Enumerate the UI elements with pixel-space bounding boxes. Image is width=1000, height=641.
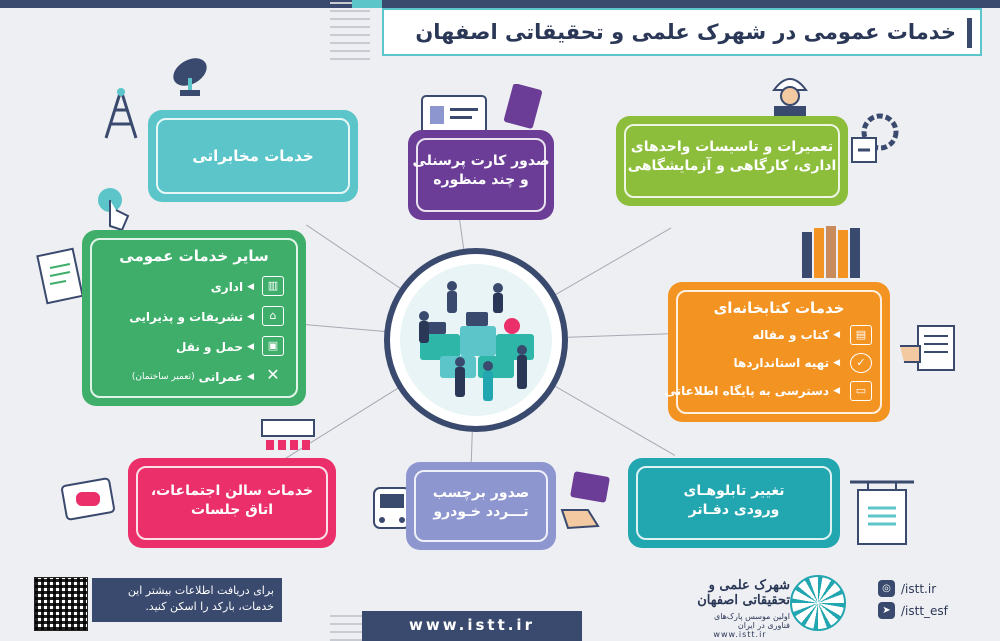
bus-icon: ▣ <box>262 336 284 356</box>
list-item: ◀ حمل و نقل <box>176 340 254 354</box>
list-item-label: حمل و نقل <box>176 340 244 354</box>
meeting-hall-card[interactable] <box>128 458 336 548</box>
folder-icon: ▭ <box>850 381 872 401</box>
qr-info-box <box>92 578 282 622</box>
personnel-card-line2: و چند منظوره <box>433 171 529 188</box>
top-bar-accent <box>352 0 382 8</box>
antenna-tower-icon <box>96 86 146 142</box>
gear-wrench-icon <box>846 108 902 164</box>
id-card-icon <box>416 84 546 134</box>
general-services-title: سایر خدمات عمومی <box>119 247 269 265</box>
technician-icon <box>760 64 820 122</box>
list-item: ◀ عمرانی (تعمیر ساختمان) <box>131 370 254 384</box>
repairs-line1: تعمیرات و تاسیسات واحدهای <box>630 139 834 155</box>
book-icon: ▤ <box>850 325 872 345</box>
office-signs-card[interactable] <box>628 458 840 548</box>
qr-code[interactable] <box>34 577 88 631</box>
list-item: ◀ تهیه استانداردها <box>733 356 840 370</box>
document-checklist-icon <box>36 246 86 306</box>
header-stripe-decoration <box>330 0 370 60</box>
footer-stripe-decoration <box>330 611 362 641</box>
vehicle-sticker-card[interactable] <box>406 462 556 550</box>
vehicle-sticker-line2: تـــردد خـودرو <box>433 503 529 520</box>
social-telegram[interactable] <box>878 602 948 619</box>
teamwork-puzzle-illustration <box>400 264 552 416</box>
auditorium-seats-icon <box>258 418 318 458</box>
open-book-icon <box>898 318 958 378</box>
meeting-hall-line2: اتاق جلسات <box>190 501 274 518</box>
center-illustration <box>400 264 552 416</box>
organization-logo-emblem <box>790 575 846 631</box>
meeting-table-icon <box>58 474 118 524</box>
vehicle-sticker-line1: صدور برچسب <box>432 485 530 501</box>
telecom-services-card[interactable] <box>148 110 358 202</box>
organization-logo-text <box>690 578 790 639</box>
list-item-label: تشریفات و پذیرایی <box>129 310 244 324</box>
telegram-handle: /istt_esf <box>901 603 948 618</box>
title-box <box>382 8 982 56</box>
office-signs-line2: ورودی دفـاتر <box>688 501 780 518</box>
list-item-note: (تعمیر ساختمان) <box>131 372 195 382</box>
title-accent-bar <box>967 18 972 48</box>
books-icon <box>796 224 868 280</box>
binders-icon: ▥ <box>262 276 284 296</box>
repairs-line2: اداری، کارگاهی و آزمایشگاهی <box>627 157 837 174</box>
repairs-facilities-card[interactable] <box>616 116 848 206</box>
personnel-card-line1: صدور کارت پرسنلی <box>412 153 550 169</box>
telegram-icon: ➤ <box>878 602 895 619</box>
library-services-title: خدمات کتابخانه‌ای <box>713 299 845 317</box>
website-link[interactable]: www.istt.ir <box>409 616 535 634</box>
list-item-label: عمرانی <box>198 370 244 384</box>
instagram-handle: /istt.ir <box>901 581 937 596</box>
top-bar <box>0 0 1000 8</box>
wrench-tools-icon: ✕ <box>266 365 280 384</box>
reception-table-icon: ⌂ <box>262 306 284 326</box>
satellite-dish-icon <box>160 42 220 102</box>
list-item-label: کتاب و مقاله <box>752 328 830 342</box>
meeting-hall-line1: خدمات سالن اجتماعات، <box>150 483 314 499</box>
logo-name: شهرک علمی و تحقیقاتی اصفهان <box>697 578 790 608</box>
other-general-services-card[interactable] <box>82 230 306 406</box>
instagram-icon: ◎ <box>878 580 895 597</box>
library-services-card[interactable] <box>664 282 890 422</box>
personnel-card-card[interactable] <box>408 130 554 220</box>
list-item-label: تهیه استانداردها <box>733 356 830 370</box>
list-item: ◀ تشریفات و پذیرایی <box>129 310 254 324</box>
office-signboard-icon <box>848 474 916 548</box>
list-item-label: اداری <box>210 280 244 294</box>
qr-info-line2: خدمات، بارکد را اسکن کنید. <box>145 599 274 613</box>
office-signs-line1: تغییر تابلوهـای <box>683 483 785 499</box>
qr-info-line1: برای دریافت اطلاعات بیشتر این <box>127 584 274 597</box>
badge-check-icon: ✓ <box>850 353 872 373</box>
social-instagram[interactable] <box>878 580 936 597</box>
list-item: ◀ اداری <box>210 280 254 294</box>
sticker-card-icon <box>558 470 618 532</box>
hand-click-icon <box>92 186 136 236</box>
list-item: ◀ کتاب و مقاله <box>752 328 840 342</box>
list-item: ◀ دسترسی به پایگاه اطلاعاتی <box>664 384 840 398</box>
page-title: خدمات عمومی در شهرک علمی و تحقیقاتی اصفهان <box>415 20 956 44</box>
telecom-services-label: خدمات مخابراتی <box>192 147 314 165</box>
logo-tagline: اولین موسس پارک‌های فناوری در ایران <box>713 612 790 630</box>
logo-url: www.istt.ir <box>713 630 767 639</box>
list-item-label: دسترسی به پایگاه اطلاعاتی <box>664 384 830 398</box>
